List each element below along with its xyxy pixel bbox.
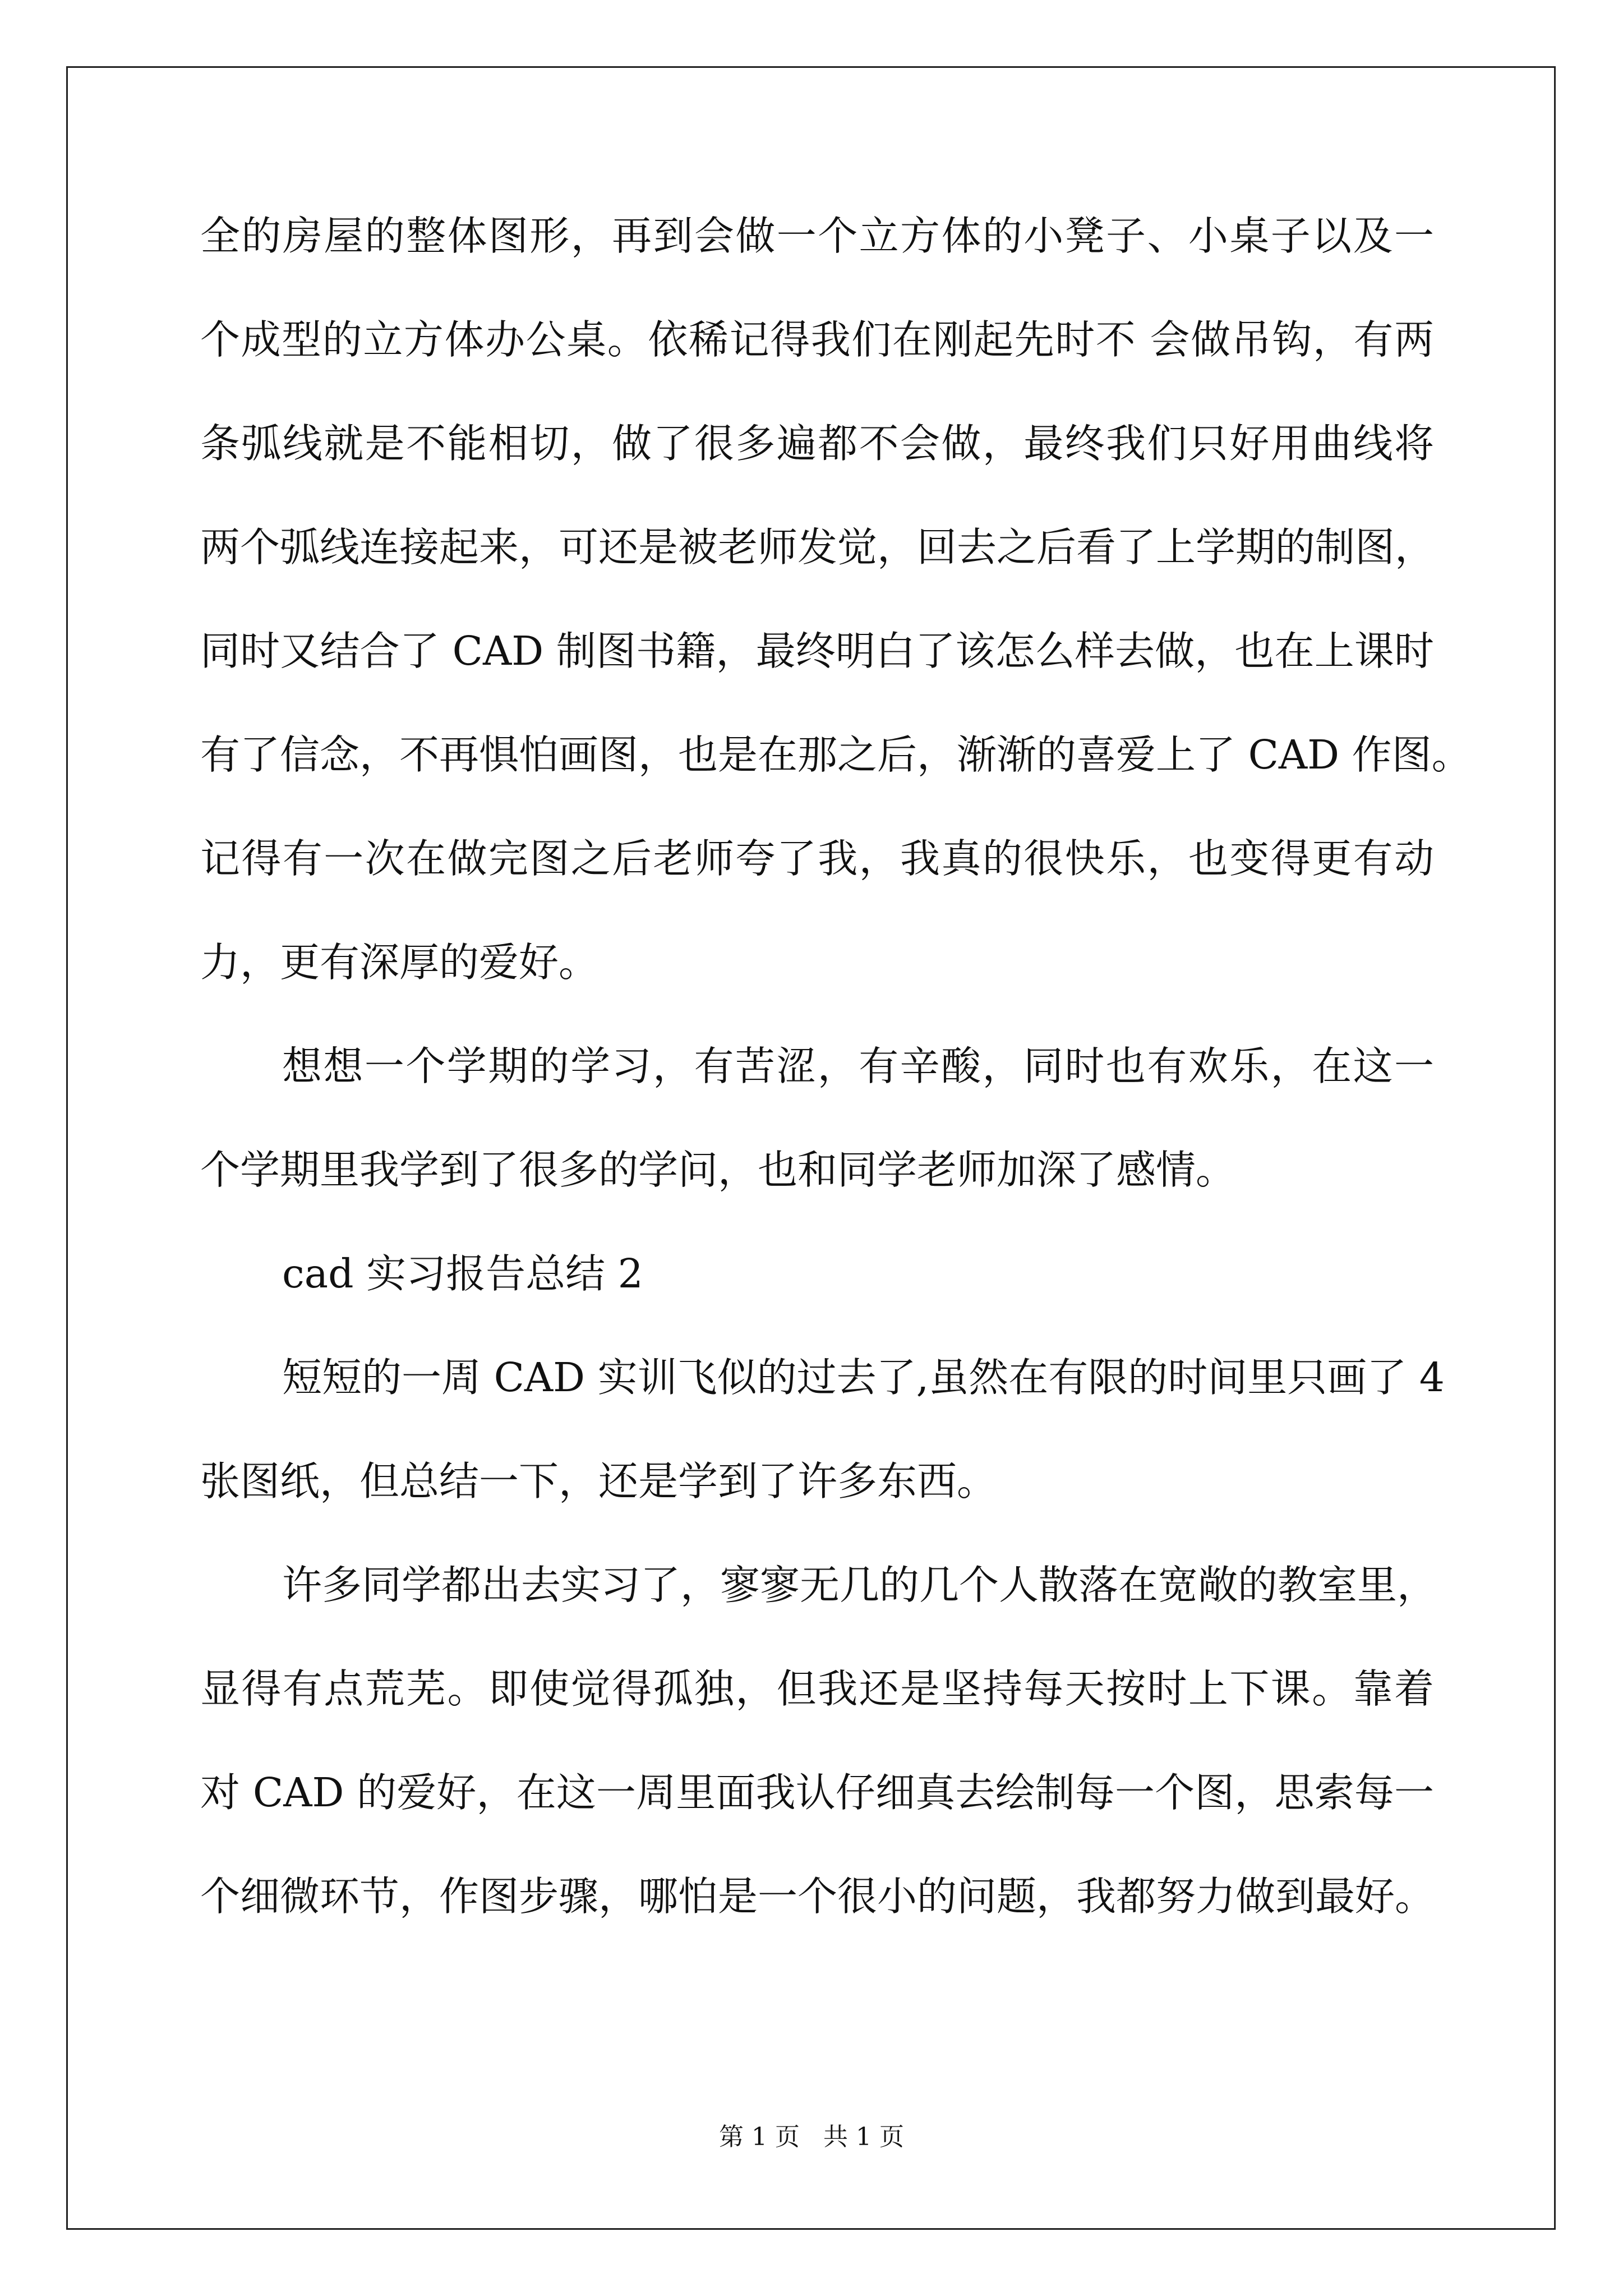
text-line: 力，更有深厚的爱好。 bbox=[200, 939, 599, 986]
section-heading: cad 实习报告总结 2 bbox=[282, 1250, 643, 1297]
document-body bbox=[200, 213, 1472, 1980]
text-line: 对 CAD 的爱好，在这一周里面我认仔细真去绘制每一个图，思索每一 bbox=[200, 1769, 1434, 1816]
text-line: 全的房屋的整体图形，再到会做一个立方体的小凳子、小桌子以及一 bbox=[200, 213, 1434, 259]
paragraph-first-line: 短短的一周 CAD 实训飞似的过去了,虽然在有限的时间里只画了 4 bbox=[282, 1354, 1445, 1401]
text-line: 记得有一次在做完图之后老师夸了我，我真的很快乐，也变得更有动 bbox=[200, 835, 1434, 882]
text-line: 个细微环节，作图步骤，哪怕是一个很小的问题，我都努力做到最好。 bbox=[200, 1873, 1435, 1920]
paragraph-first-line: 许多同学都出去实习了，寥寥无几的几个人散落在宽敞的教室里， bbox=[282, 1562, 1437, 1608]
text-line: 条弧线就是不能相切，做了很多遍都不会做，最终我们只好用曲线将 bbox=[200, 420, 1434, 467]
text-line: 张图纸，但总结一下，还是学到了许多东西。 bbox=[200, 1458, 997, 1504]
text-line: 有了信念，不再惧怕画图，也是在那之后，渐渐的喜爱上了 CAD 作图。 bbox=[200, 731, 1472, 778]
text-line: 显得有点荒芜。即使觉得孤独，但我还是坚持每天按时上下课。靠着 bbox=[200, 1665, 1434, 1712]
text-line: 个学期里我学到了很多的学问，也和同学老师加深了感情。 bbox=[200, 1147, 1236, 1193]
page-footer: 第 1 页 共 1 页 bbox=[719, 2123, 904, 2151]
text-line: 两个弧线连接起来，可还是被老师发觉，回去之后看了上学期的制图， bbox=[200, 524, 1435, 570]
paragraph-first-line: 想想一个学期的学习，有苦涩，有辛酸，同时也有欢乐，在这一 bbox=[282, 1043, 1434, 1089]
text-line: 个成型的立方体办公桌。依稀记得我们在刚起先时不 会做吊钩，有两 bbox=[200, 316, 1434, 363]
text-line: 同时又结合了 CAD 制图书籍，最终明白了该怎么样去做，也在上课时 bbox=[200, 628, 1434, 674]
